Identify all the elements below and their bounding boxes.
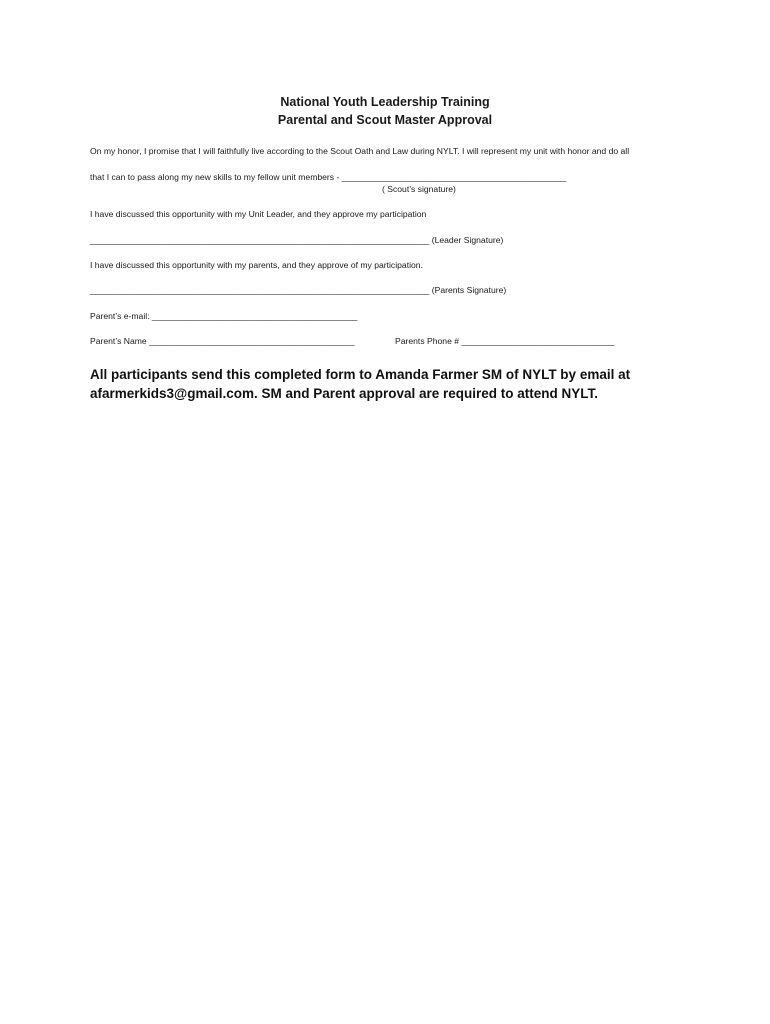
- oath-statement-line-2: that I can to pass along my new skills to my fellow unit members - _______________________________________________: [90, 172, 567, 182]
- parent-name-line: Parent’s Name ___________________________________________: [90, 336, 355, 346]
- parent-phone-line: Parents Phone # ________________________________: [395, 336, 615, 346]
- document-title: National Youth Leadership Training: [280, 95, 490, 109]
- document-subtitle: Parental and Scout Master Approval: [277, 113, 493, 127]
- leader-approval-statement: I have discussed this opportunity with my Unit Leader, and they approve my participation: [90, 209, 427, 219]
- oath-statement-line-1: On my honor, I promise that I will faithfully live according to the Scout Oath and Law during NYLT. I will represent my unit with honor and do all: [90, 146, 630, 156]
- scout-signature-label: ( Scout’s signature): [382, 184, 456, 194]
- parent-approval-statement: I have discussed this opportunity with my parents, and they approve of my participation.: [90, 260, 423, 270]
- submission-notice-line-2: afarmerkids3@gmail.com. SM and Parent approval are required to attend NYLT.: [90, 386, 599, 401]
- leader-signature-line: _______________________________________________________________________ (Leader Signature): [90, 235, 504, 245]
- submission-notice-line-1: All participants send this completed form to Amanda Farmer SM of NYLT by email at: [90, 367, 631, 382]
- parent-email-line: Parent’s e-mail: ___________________________________________: [90, 311, 358, 321]
- parent-signature-line: _______________________________________________________________________ (Parents Signature): [90, 285, 507, 295]
